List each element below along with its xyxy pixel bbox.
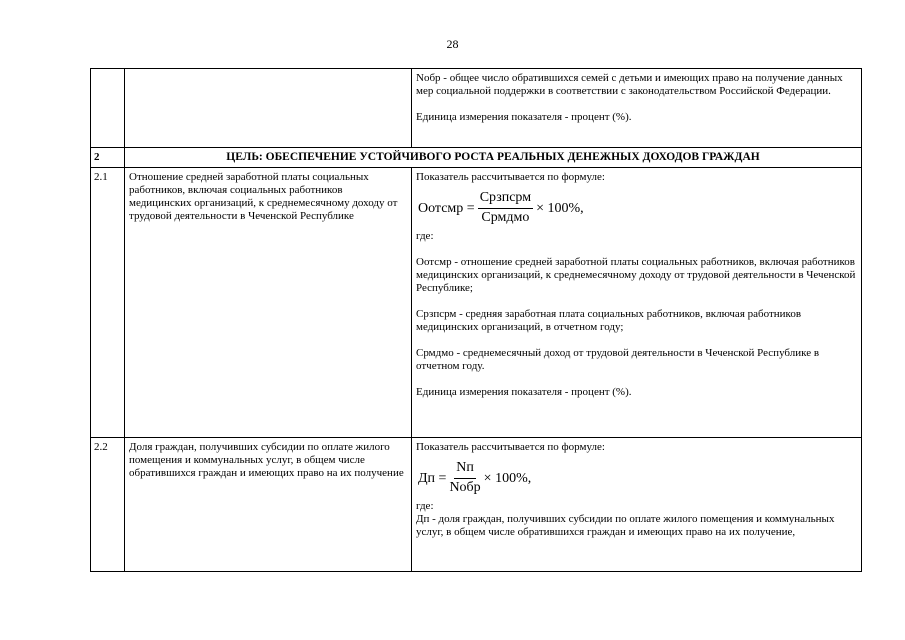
table-row — [91, 168, 862, 438]
page-number: 28 — [446, 37, 459, 51]
method-cell — [412, 438, 862, 572]
formula-lhs: Дп = — [418, 470, 447, 486]
indicator-table — [90, 68, 862, 572]
method-cell — [412, 69, 862, 148]
row-number: 2.2 — [91, 438, 125, 572]
formula — [418, 460, 857, 496]
indicator-name: Отношение средней заработной платы социальных работников, включая социальных работников медицинских организаций, к среднемесячному доходу от трудовой деятельности в Чеченской Республике — [125, 168, 412, 438]
formula-fraction — [449, 460, 480, 496]
formula-rhs: × 100%, — [483, 470, 532, 486]
formula-numerator: Срзпсрм — [478, 190, 533, 209]
unit-text: Единица измерения показателя - процент (%). — [416, 386, 632, 398]
formula-numerator: Nп — [454, 460, 476, 479]
row-number-cell — [91, 69, 125, 148]
method-cell — [412, 168, 862, 438]
goal-number: 2 — [91, 148, 125, 168]
definition-text: Срмдмо - среднемесячный доход от трудовой деятельности в Чеченской Республике в отчетном году. — [416, 347, 820, 372]
definition-text: Дп - доля граждан, получивших субсидии по оплате жилого помещения и коммунальных услуг, в общем числе обратившихся граждан и имеющих право на их получение, — [416, 513, 835, 538]
where-label: где: — [416, 500, 434, 512]
where-label: где: — [416, 230, 434, 242]
definition-text: Оотсмр - отношение средней заработной платы социальных работников, включая работников медицинских организаций, к среднемесячному доходу от трудовой деятельности в Чеченской Республике; — [416, 256, 856, 294]
table-row — [91, 69, 862, 148]
formula-intro: Показатель рассчитывается по формуле: — [416, 171, 605, 183]
table-row — [91, 438, 862, 572]
row-number: 2.1 — [91, 168, 125, 438]
goal-title: ЦЕЛЬ: ОБЕСПЕЧЕНИЕ УСТОЙЧИВОГО РОСТА РЕАЛЬНЫХ ДЕНЕЖНЫХ ДОХОДОВ ГРАЖДАН — [125, 148, 862, 168]
indicator-name: Доля граждан, получивших субсидии по оплате жилого помещения и коммунальных услуг, в общем числе обратившихся граждан и имеющих право на их получение — [125, 438, 412, 572]
definition-text: Срзпсрм - средняя заработная плата социальных работников, включая работников медицинских организаций, в отчетном году; — [416, 308, 802, 333]
formula-lhs: Оотсмр = — [418, 200, 475, 216]
formula — [418, 190, 857, 226]
formula-rhs: × 100%, — [536, 200, 584, 216]
formula-denominator: Nобр — [449, 480, 481, 495]
indicator-name-cell — [125, 69, 412, 148]
formula-fraction — [478, 190, 533, 226]
goal-row — [91, 148, 862, 168]
unit-text: Единица измерения показателя - процент (%). — [416, 111, 632, 123]
definition-text: Nобр - общее число обратившихся семей с детьми и имеющих право на получение данных мер социальной поддержки в соответствии с законодательством Российской Федерации. — [416, 72, 843, 97]
formula-denominator: Срмдмо — [481, 210, 530, 225]
formula-intro: Показатель рассчитывается по формуле: — [416, 441, 605, 453]
